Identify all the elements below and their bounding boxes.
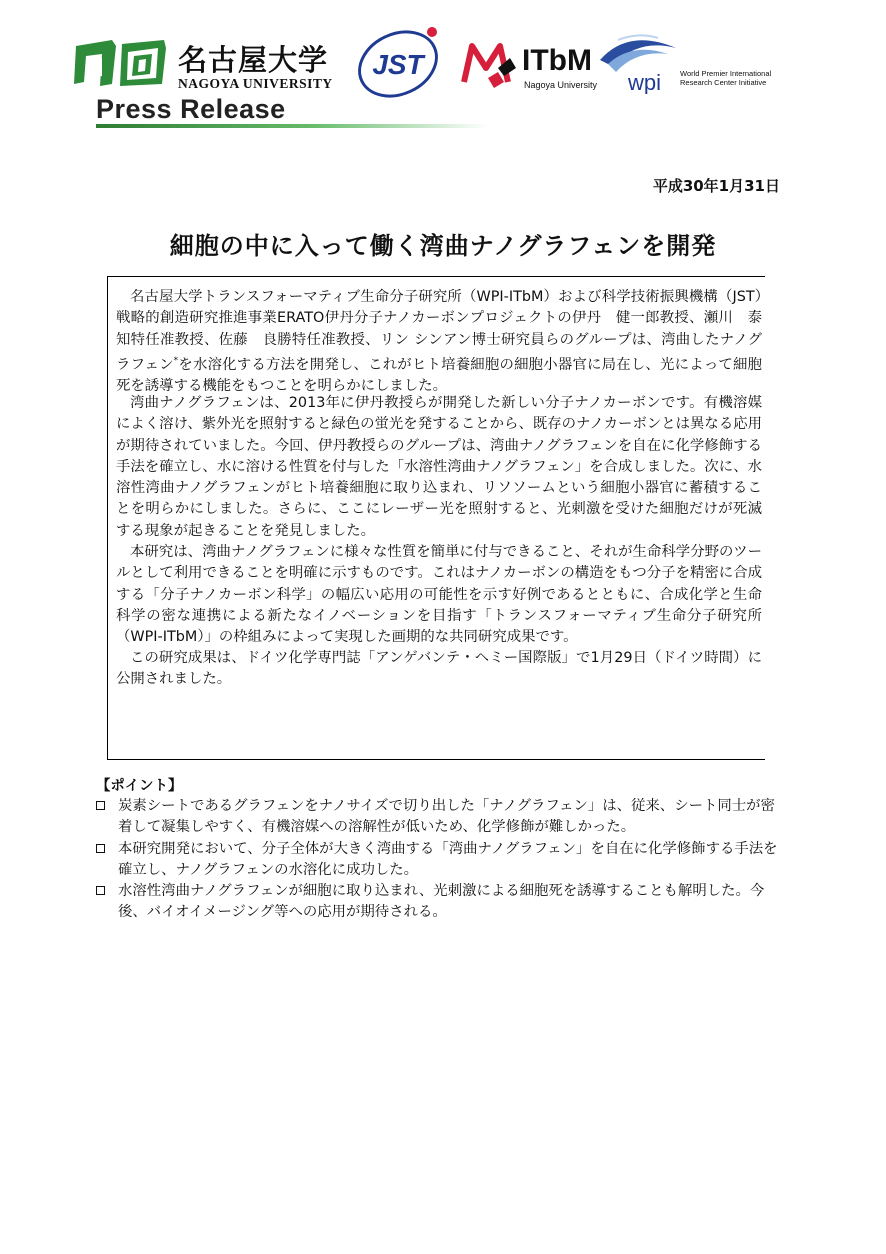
checkbox-bullet-icon (96, 844, 105, 853)
checkbox-bullet-icon (96, 801, 105, 810)
checkbox-bullet-icon (96, 886, 105, 895)
wpi-logo-text: wpi (628, 70, 662, 94)
wpi-tagline-line2: Research Center Initiative (680, 77, 767, 87)
summary-paragraph-3: 本研究は、湾曲ナノグラフェンに様々な性質を簡単に付与できること、それが生命科学分野のツールとして利用できることを明確に示すものです。これはナノカーボンの構造をもつ分子を精密に合成する「分子ナノカーボン科学」の幅広い応用の可能性を示す好例であるとともに、合成化学と生命科学の密な連携による新たなイノベーションを目指す「トランスフォーマティブ生命分子研究所（WPI-ITbM）」の枠組みによって実現した画期的な共同研究成果です。 (116, 544, 762, 646)
press-release-label: Press Release (96, 94, 286, 124)
nagoya-university-name-ja: 名古屋大学 (178, 43, 329, 77)
point-item (96, 881, 786, 924)
summary-paragraph-1-part-b: を水溶化する方法を開発し、これがヒト培養細胞の細胞小器官に局在し、光によって細胞死を誘導する機能をもつことを明らかにしました。 (116, 356, 762, 394)
point-text: 本研究開発において、分子全体が大きく湾曲する「湾曲ナノグラフェン」を自在に化学修飾する手法を確立し、ナノグラフェンの水溶化に成功した。 (118, 841, 778, 879)
footnote-marker: * (173, 355, 179, 366)
jst-logo (354, 22, 446, 98)
points-heading: 【ポイント】 (96, 778, 183, 794)
summary-paragraph-1 (116, 287, 762, 397)
wpi-logo (598, 34, 680, 94)
point-item (96, 839, 786, 882)
press-release-underline (96, 124, 488, 128)
point-text: 水溶性湾曲ナノグラフェンが細胞に取り込まれ、光刺激による細胞死を誘導することも解明した。今後、バイオイメージング等への応用が期待される。 (118, 883, 765, 921)
wpi-tagline-line1: World Premier International (680, 69, 772, 78)
point-text: 炭素シートであるグラフェンをナノサイズで切り出した「ナノグラフェン」は、従来、シート同士が密着して凝集しやすく、有機溶媒への溶解性が低いため、化学修飾が難しかった。 (118, 798, 775, 836)
point-item (96, 796, 786, 839)
itbm-logo-subtext: Nagoya University (524, 80, 598, 90)
summary-paragraph-1-part-a: 名古屋大学トランスフォーマティブ生命分子研究所（WPI-ITbM）および科学技術振興機構（JST）戦略的創造研究推進事業ERATO伊丹分子ナノカーボンプロジェクトの伊丹 健一郎教授、瀬川 泰知特任准教授、佐藤 良勝特任准教授、リン シンアン博士研究員らのグループは、湾曲したナノグラフェン (116, 289, 762, 373)
summary-paragraph-2: 湾曲ナノグラフェンは、2013年に伊丹教授らが開発した新しい分子ナノカーボンです。有機溶媒によく溶け、紫外光を照射すると緑色の蛍光を発することから、既存のナノカーボンとは異なる応用が期待されていました。今回、伊丹教授らのグループは、湾曲ナノグラフェンを自在に化学修飾する手法を確立し、水に溶ける性質を付与した「水溶性湾曲ナノグラフェン」を合成しました。次に、水溶性湾曲ナノグラフェンがヒト培養細胞に取り込まれ、リソソームという細胞小器官に蓄積することを明らかにしました。さらに、ここにレーザー光を照射すると、光刺激を受けた細胞だけが死滅する現象が起きることを発見しました。 (116, 395, 762, 539)
itbm-logo-text: ITbM (522, 44, 592, 77)
itbm-logo-mark (458, 38, 518, 90)
release-date: 平成30年1月31日 (652, 177, 780, 195)
wpi-tagline (680, 70, 771, 87)
nagoya-university-logo (72, 36, 168, 88)
page-title: 細胞の中に入って働く湾曲ナノグラフェンを開発 (169, 232, 717, 260)
nagoya-university-name-en: NAGOYA UNIVERSITY (178, 76, 333, 91)
summary-paragraph-4: この研究成果は、ドイツ化学専門誌「アンゲバンテ・ヘミー国際版」で1月29日（ドイツ時間）に公開されました。 (116, 650, 762, 688)
jst-logo-text: JST (372, 49, 424, 80)
